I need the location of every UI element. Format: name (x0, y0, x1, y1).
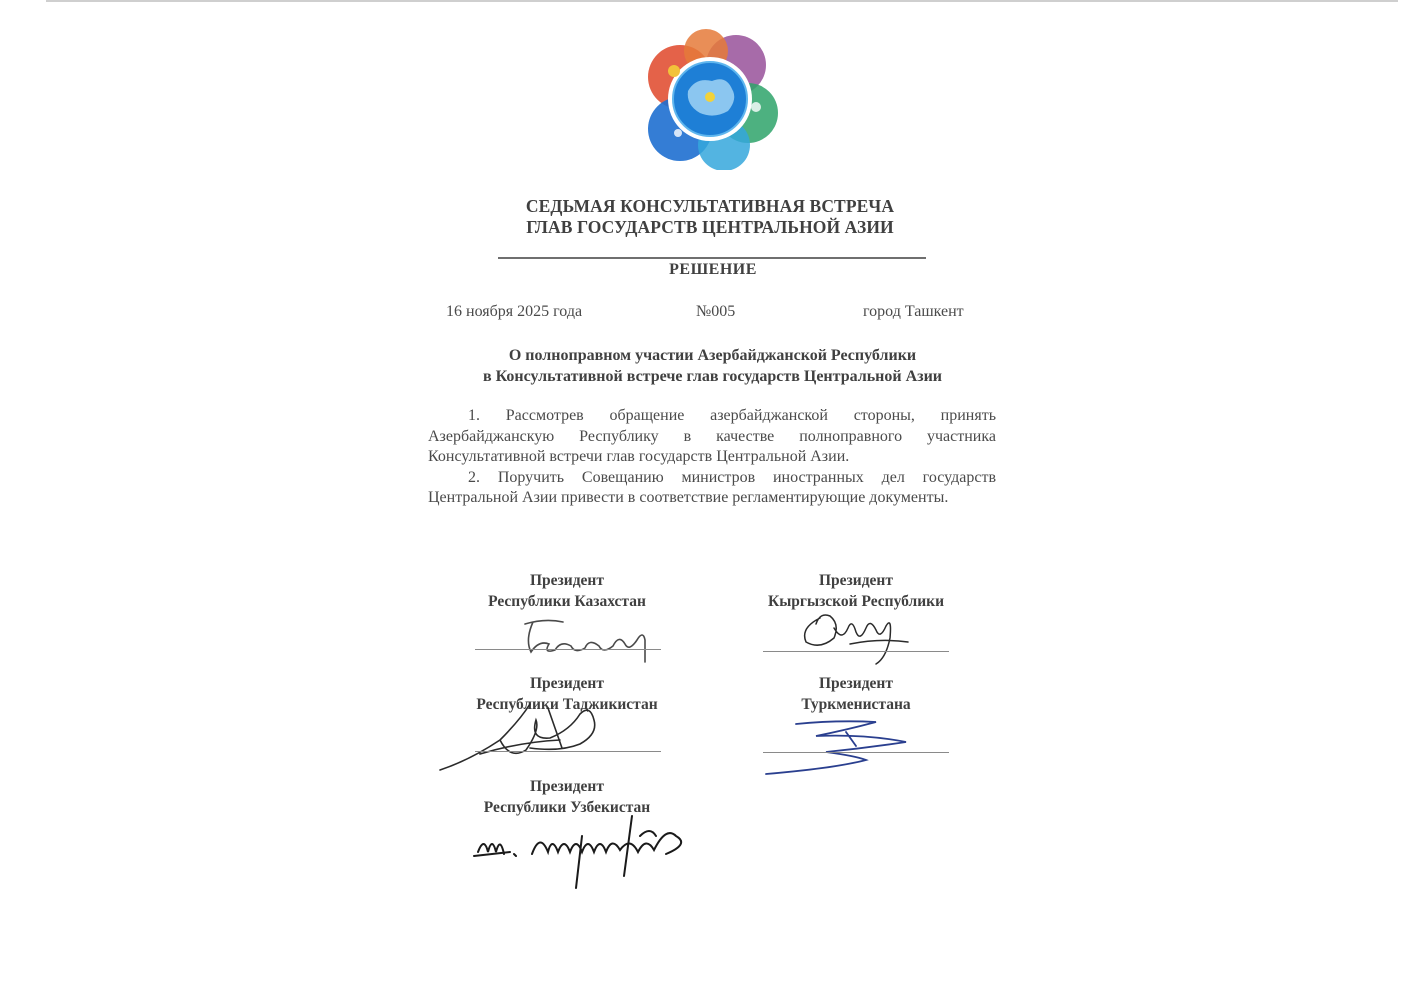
signatory-country: Республики Казахстан (488, 593, 646, 610)
signatory-title: Президент (530, 778, 604, 795)
signature-kazakhstan (505, 610, 665, 670)
signatory-title: Президент (819, 572, 893, 589)
header-divider (498, 257, 926, 259)
body-item-1: 1. Рассмотрев обращение азербайджанской стороны, принять Азербайджанскую Республику в качестве полноправного участника Консультативной встречи глав государств Центральной Азии. (428, 407, 996, 465)
top-divider (46, 0, 1398, 2)
signature-line-kazakhstan (475, 649, 661, 650)
signature-line-turkmenistan (763, 752, 949, 753)
signatory-title: Президент (819, 675, 893, 692)
signature-turkmenistan (756, 712, 926, 782)
header-line-1: СЕДЬМАЯ КОНСУЛЬТАТИВНАЯ ВСТРЕЧА (525, 196, 895, 216)
decision-date: 16 ноября 2025 года (446, 303, 583, 320)
decision-number: №005 (696, 303, 736, 320)
signature-uzbekistan (470, 796, 710, 896)
signatory-turkmenistan (726, 673, 986, 715)
signatory-title: Президент (530, 675, 604, 692)
signature-line-tajikistan (475, 751, 661, 752)
signatory-country: Туркменистана (801, 696, 911, 713)
body-item-2: 2. Поручить Совещанию министров иностранных дел государств Центральной Азии привести в соответствие регламентирующие документы. (428, 468, 996, 506)
subject-line-2: в Консультативной встрече глав государств Центральной Азии (482, 368, 943, 385)
decision-title: РЕШЕНИЕ (669, 261, 757, 278)
decision-city: город Ташкент (863, 303, 964, 320)
decision-body (428, 406, 996, 509)
signatory-country: Республики Таджикистан (476, 696, 658, 713)
header-line-2: ГЛАВ ГОСУДАРСТВ ЦЕНТРАЛЬНОЙ АЗИИ (526, 217, 894, 237)
summit-emblem-icon (640, 25, 780, 170)
signature-line-kyrgyzstan (763, 651, 949, 652)
signatory-country: Кыргызской Республики (767, 593, 945, 610)
subject-line-1: О полноправном участии Азербайджанской Республики (508, 347, 917, 364)
signatory-country: Республики Узбекистан (483, 799, 651, 816)
document-header (440, 196, 980, 238)
signatory-kazakhstan (437, 570, 697, 612)
signature-kyrgyzstan (790, 598, 930, 670)
signature-tajikistan (430, 690, 630, 780)
decision-subject (420, 345, 1005, 387)
signatory-title: Президент (530, 572, 604, 589)
